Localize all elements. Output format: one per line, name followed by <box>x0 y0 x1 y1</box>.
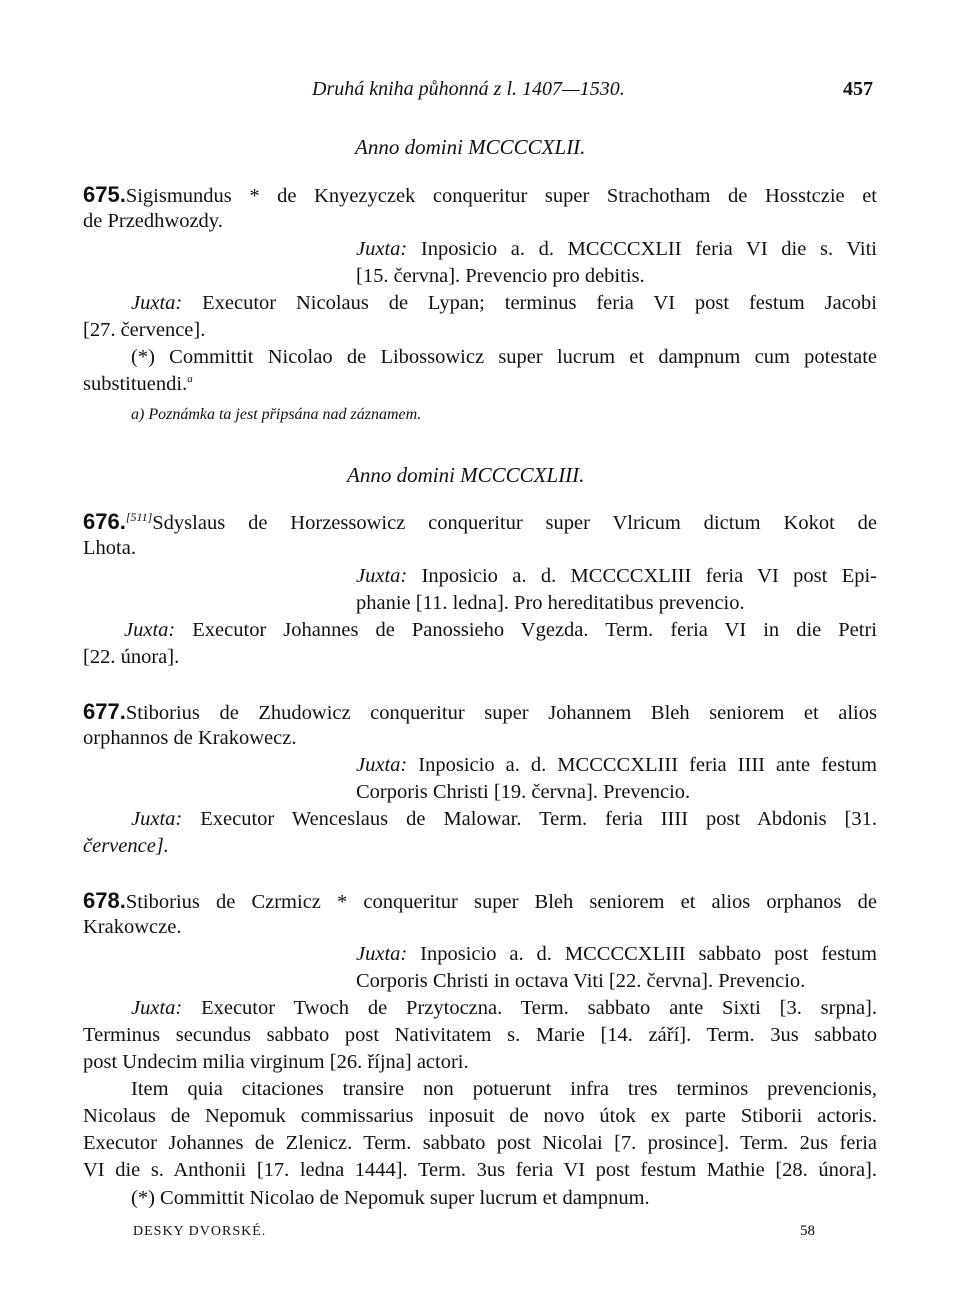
juxta-executor <box>131 995 877 1022</box>
juxta-inposicio-cont: [15. června]. Prevencio pro debitis. <box>356 265 645 287</box>
juxta-executor <box>131 806 877 833</box>
header-title: Druhá kniha půhonná z l. 1407—1530. <box>312 78 625 100</box>
entry-677-line-1 <box>83 698 877 727</box>
juxta-executor-cont: [22. února]. <box>83 646 180 668</box>
juxta-text: Inposicio a. d. MCCCCXLIII feria VI post Epi- <box>421 565 877 587</box>
entry-675-line-1 <box>83 181 877 210</box>
juxta-executor-cont: července]. <box>83 835 169 857</box>
juxta-text: Inposicio a. d. MCCCCXLIII sabbato post festum <box>420 943 877 965</box>
juxta-text: Inposicio a. d. MCCCCXLIII feria IIII ante festum <box>418 754 877 776</box>
footnote: a) Poznámka ta jest připsána nad záznamem. <box>131 406 422 423</box>
committit-note: (*) Committit Nicolao de Nepomuk super lucrum et dampnum. <box>131 1187 650 1209</box>
folio-ref: [511] <box>125 510 153 525</box>
juxta-inposicio <box>356 941 877 968</box>
entry-text: Stiborius de Zhudowicz conqueritur super Johannem Bleh seniorem et alios <box>125 702 877 724</box>
juxta-text: Executor Johannes de Panossieho Vgezda. Term. feria VI in die Petri <box>192 619 877 641</box>
item-line-3: Executor Johannes de Zlenicz. Term. sabbato post Nicolai [7. prosince]. Term. 2us feria <box>83 1132 877 1154</box>
juxta-label: Juxta: <box>356 565 408 587</box>
note-text: substituendi. <box>83 373 188 395</box>
entry-number: 678. <box>83 888 126 913</box>
entry-675-line-2: de Przedhwozdy. <box>83 210 223 232</box>
juxta-inposicio-cont: Corporis Christi in octava Viti [22. června]. Prevencio. <box>356 970 806 992</box>
juxta-text: Inposicio a. d. MCCCCXLII feria VI die s. Viti <box>420 238 877 260</box>
juxta-label: Juxta: <box>131 292 183 314</box>
committit-note-cont <box>83 371 193 398</box>
juxta-label: Juxta: <box>131 808 183 830</box>
juxta-inposicio-cont: Corporis Christi [19. června]. Prevencio. <box>356 781 691 803</box>
terminus-line-1: Terminus secundus sabbato post Nativitatem s. Marie [14. září]. Term. 3us sabbato <box>83 1024 877 1046</box>
entry-text: Sdyslaus de Horzessowicz conqueritur super Vlricum dictum Kokot de <box>152 512 877 534</box>
juxta-executor <box>131 290 877 317</box>
juxta-inposicio-cont: phanie [11. ledna]. Pro hereditatibus prevencio. <box>356 592 745 614</box>
footer-sheet-number: 58 <box>800 1223 815 1239</box>
juxta-text: Executor Nicolaus de Lypan; terminus feria VI post festum Jacobi <box>202 292 877 314</box>
juxta-label: Juxta: <box>356 754 408 776</box>
juxta-label: Juxta: <box>356 943 408 965</box>
juxta-executor <box>124 617 877 644</box>
year-heading-1443: Anno domini MCCCCXLIII. <box>347 463 585 487</box>
entry-678-line-1 <box>83 887 877 916</box>
entry-text: Stiborius de Czrmicz * conqueritur super Bleh seniorem et alios orphanos de <box>125 891 877 913</box>
juxta-text: Executor Twoch de Przytoczna. Term. sabbato ante Sixti [3. srpna]. <box>201 997 878 1019</box>
footnote-marker: a <box>187 373 193 386</box>
entry-text: Sigismundus * de Knyezyczek conqueritur super Strachotham de Hosstczie et <box>125 185 877 207</box>
committit-note: (*) Committit Nicolao de Libossowicz super lucrum et dampnum cum potestate <box>131 346 877 368</box>
item-line-4: VI die s. Anthonii [17. ledna 1444]. Term. 3us feria VI post festum Mathie [28. února]. <box>83 1159 877 1181</box>
juxta-label: Juxta: <box>124 619 176 641</box>
terminus-line-2: post Undecim milia virginum [26. října] actori. <box>83 1051 469 1073</box>
year-heading-1442: Anno domini MCCCCXLII. <box>355 135 586 159</box>
entry-number: 676. <box>83 509 126 534</box>
entry-number: 675. <box>83 182 126 207</box>
entry-676-line-2: Lhota. <box>83 537 136 559</box>
juxta-executor-cont: [27. července]. <box>83 319 206 341</box>
footer-signature: DESKY DVORSKÉ. <box>133 1224 267 1239</box>
item-line-1: Item quia citaciones transire non potuerunt infra tres terminos prevencionis, <box>131 1078 877 1100</box>
juxta-inposicio <box>356 752 877 779</box>
entry-number: 677. <box>83 699 126 724</box>
juxta-label: Juxta: <box>131 997 183 1019</box>
entry-678-line-2: Krakowcze. <box>83 916 182 938</box>
juxta-inposicio <box>356 563 877 590</box>
juxta-inposicio <box>356 236 877 263</box>
entry-677-line-2: orphannos de Krakowecz. <box>83 727 297 749</box>
page-number: 457 <box>843 78 873 100</box>
item-line-2: Nicolaus de Nepomuk commissarius inposuit de novo útok ex parte Stiborii actoris. <box>83 1105 877 1127</box>
juxta-label: Juxta: <box>356 238 408 260</box>
juxta-text: Executor Wenceslaus de Malowar. Term. feria IIII post Abdonis [31. <box>200 808 877 830</box>
entry-676-line-1 <box>83 508 877 537</box>
